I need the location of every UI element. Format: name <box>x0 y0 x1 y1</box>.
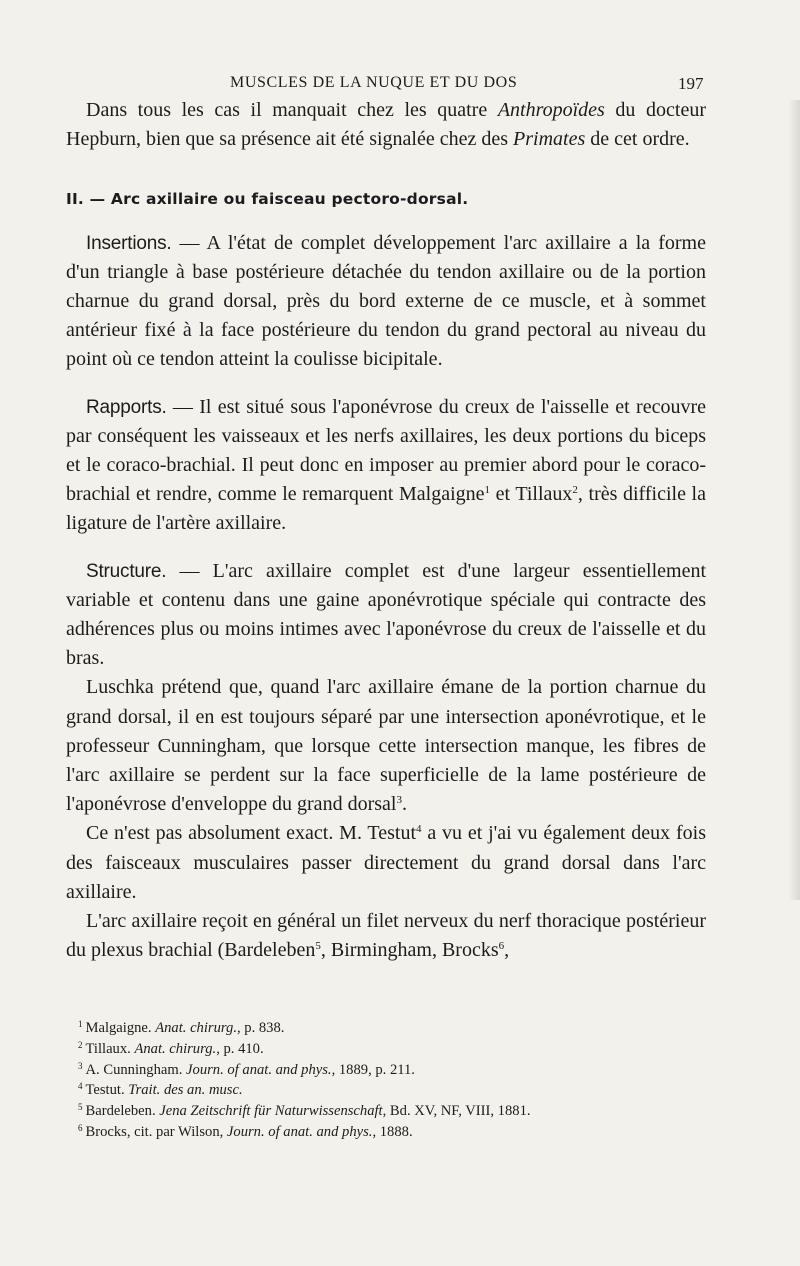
footnote-mark: 2 <box>78 1039 83 1050</box>
text-run: , très difficile la ligature de l'artère axillaire. <box>66 483 706 535</box>
text-run: Bardeleben. <box>85 1103 160 1120</box>
text-run: , 1889, p. 211. <box>331 1061 415 1078</box>
text-run: Testut. <box>85 1082 129 1099</box>
paragraph-nerf <box>66 907 706 965</box>
text-run: L'arc axillaire reçoit en général un filet nerveux du nerf thoracique postérieur du plexus brachial (Bardeleben <box>66 910 706 962</box>
paragraph-luschka <box>66 673 706 819</box>
footnote-mark: 6 <box>78 1122 83 1133</box>
italic-title: Anat. chirurg. <box>155 1020 237 1036</box>
footnote-mark: 1 <box>78 1019 83 1029</box>
text-run: , Birmingham, Brocks <box>320 939 499 962</box>
paragraph-insertions <box>66 229 706 375</box>
text-run: de cet ordre. <box>585 128 690 151</box>
paragraph-anthropoides <box>66 96 706 154</box>
text-run: et Tillaux <box>490 483 573 506</box>
page-gutter-shadow <box>788 100 800 900</box>
footnote-ref: 6 <box>498 940 505 953</box>
italic-title: Anat. chirurg. <box>134 1040 217 1057</box>
footnotes <box>78 1018 708 1143</box>
italic-title: Jena Zeitschrift für Naturwissenschaft <box>159 1103 383 1120</box>
footnote-6 <box>78 1122 708 1143</box>
text-run: — A l'état de complet développement l'arc axillaire a la forme d'un triangle à base postérieure détachée du tendon axillaire ou de la portion charnue du grand dorsal, près du bord externe de ce muscle, et à sommet antérieur fixé à la face postérieure du tendon du grand pectoral au niveau du point où ce tendon atteint la coulisse bicipitale. <box>66 231 706 371</box>
text-run: A. Cunningham. <box>85 1061 187 1078</box>
text-run: a vu et j'ai vu également deux fois des faisceaux musculaires passer directement du grand dorsal dans l'arc axillaire. <box>66 822 707 903</box>
paragraph-testut <box>66 819 706 907</box>
text-run: Tillaux. <box>85 1040 135 1057</box>
footnote-4 <box>78 1080 708 1101</box>
text-run: Malgaigne. <box>85 1020 156 1036</box>
page-number: 197 <box>678 74 704 93</box>
footnote-mark: 3 <box>78 1060 83 1071</box>
lead-word-insertions: Insertions. <box>86 232 172 254</box>
footnote-ref: 1 <box>484 484 491 497</box>
footnote-ref: 5 <box>315 940 321 953</box>
italic-title: Journ. of anat. and phys. <box>226 1123 373 1140</box>
text-run: — L'arc axillaire complet est d'une largeur essentiellement variable et contenu dans une gaine aponévrotique spéciale qui contracte des adhérences plus ou moins intimes avec l'aponévrose du creux de l'aisselle et du bras. <box>66 559 706 670</box>
text-run: Luschka prétend que, quand l'arc axillaire émane de la portion charnue du grand dorsal, il en est toujours séparé par une intersection aponévrotique, et le professeur Cunningham, que lorsque cette intersection manque, les fibres de l'arc axillaire se perdent sur la face superficielle de la lame postérieure de l'aponévrose d'enveloppe du grand dorsal <box>66 676 706 816</box>
footnote-3 <box>78 1060 708 1081</box>
text-run: , <box>504 939 510 962</box>
section-title: II. — Arc axillaire ou faisceau pectoro-dorsal. <box>66 190 469 209</box>
text-run: Ce n'est pas absolument exact. M. Testut <box>86 822 417 845</box>
footnote-mark: 4 <box>78 1081 83 1092</box>
text-run: , Bd. XV, NF, VIII, 1881. <box>382 1103 531 1120</box>
paragraph-structure <box>66 557 706 674</box>
lead-word-rapports: Rapports. <box>86 396 167 418</box>
running-title: MUSCLES DE LA NUQUE ET DU DOS <box>230 74 518 91</box>
footnote-1 <box>78 1018 708 1039</box>
text-run: — Il est situé sous l'aponévrose du creux de l'aisselle et recouvre par conséquent les vaisseaux et les nerfs axillaires, les deux portions du biceps et le coraco-brachial. Il peut donc en imposer au premier abord pour le coraco-brachial et rendre, comme le remarquent Malgaigne <box>66 395 706 506</box>
lead-word-structure: Structure. <box>86 560 167 582</box>
footnote-ref: 4 <box>416 823 422 836</box>
footnote-5 <box>78 1101 708 1122</box>
footnote-ref: 2 <box>572 484 578 497</box>
italic-title: Journ. of anat. and phys. <box>186 1061 332 1078</box>
paragraph-rapports <box>66 393 706 539</box>
text-run: Brocks, cit. par Wilson, <box>85 1123 227 1140</box>
footnote-ref: 3 <box>396 794 402 807</box>
text-run: . <box>401 793 407 816</box>
text-run: , 1888. <box>372 1123 413 1140</box>
body-text <box>66 96 706 965</box>
text-run: , p. 410. <box>216 1040 264 1057</box>
italic-term: Primates <box>513 128 586 151</box>
footnote-mark: 5 <box>78 1102 83 1113</box>
footnote-2 <box>78 1039 708 1060</box>
italic-title: Trait. des an. musc. <box>128 1082 243 1099</box>
text-run: du docteur Hepburn, bien que sa présence ait été signalée chez des <box>66 99 706 151</box>
italic-term: Anthropoïdes <box>497 99 605 121</box>
text-run: Dans tous les cas il manquait chez les quatre <box>86 99 498 121</box>
text-run: , p. 838. <box>236 1020 285 1036</box>
